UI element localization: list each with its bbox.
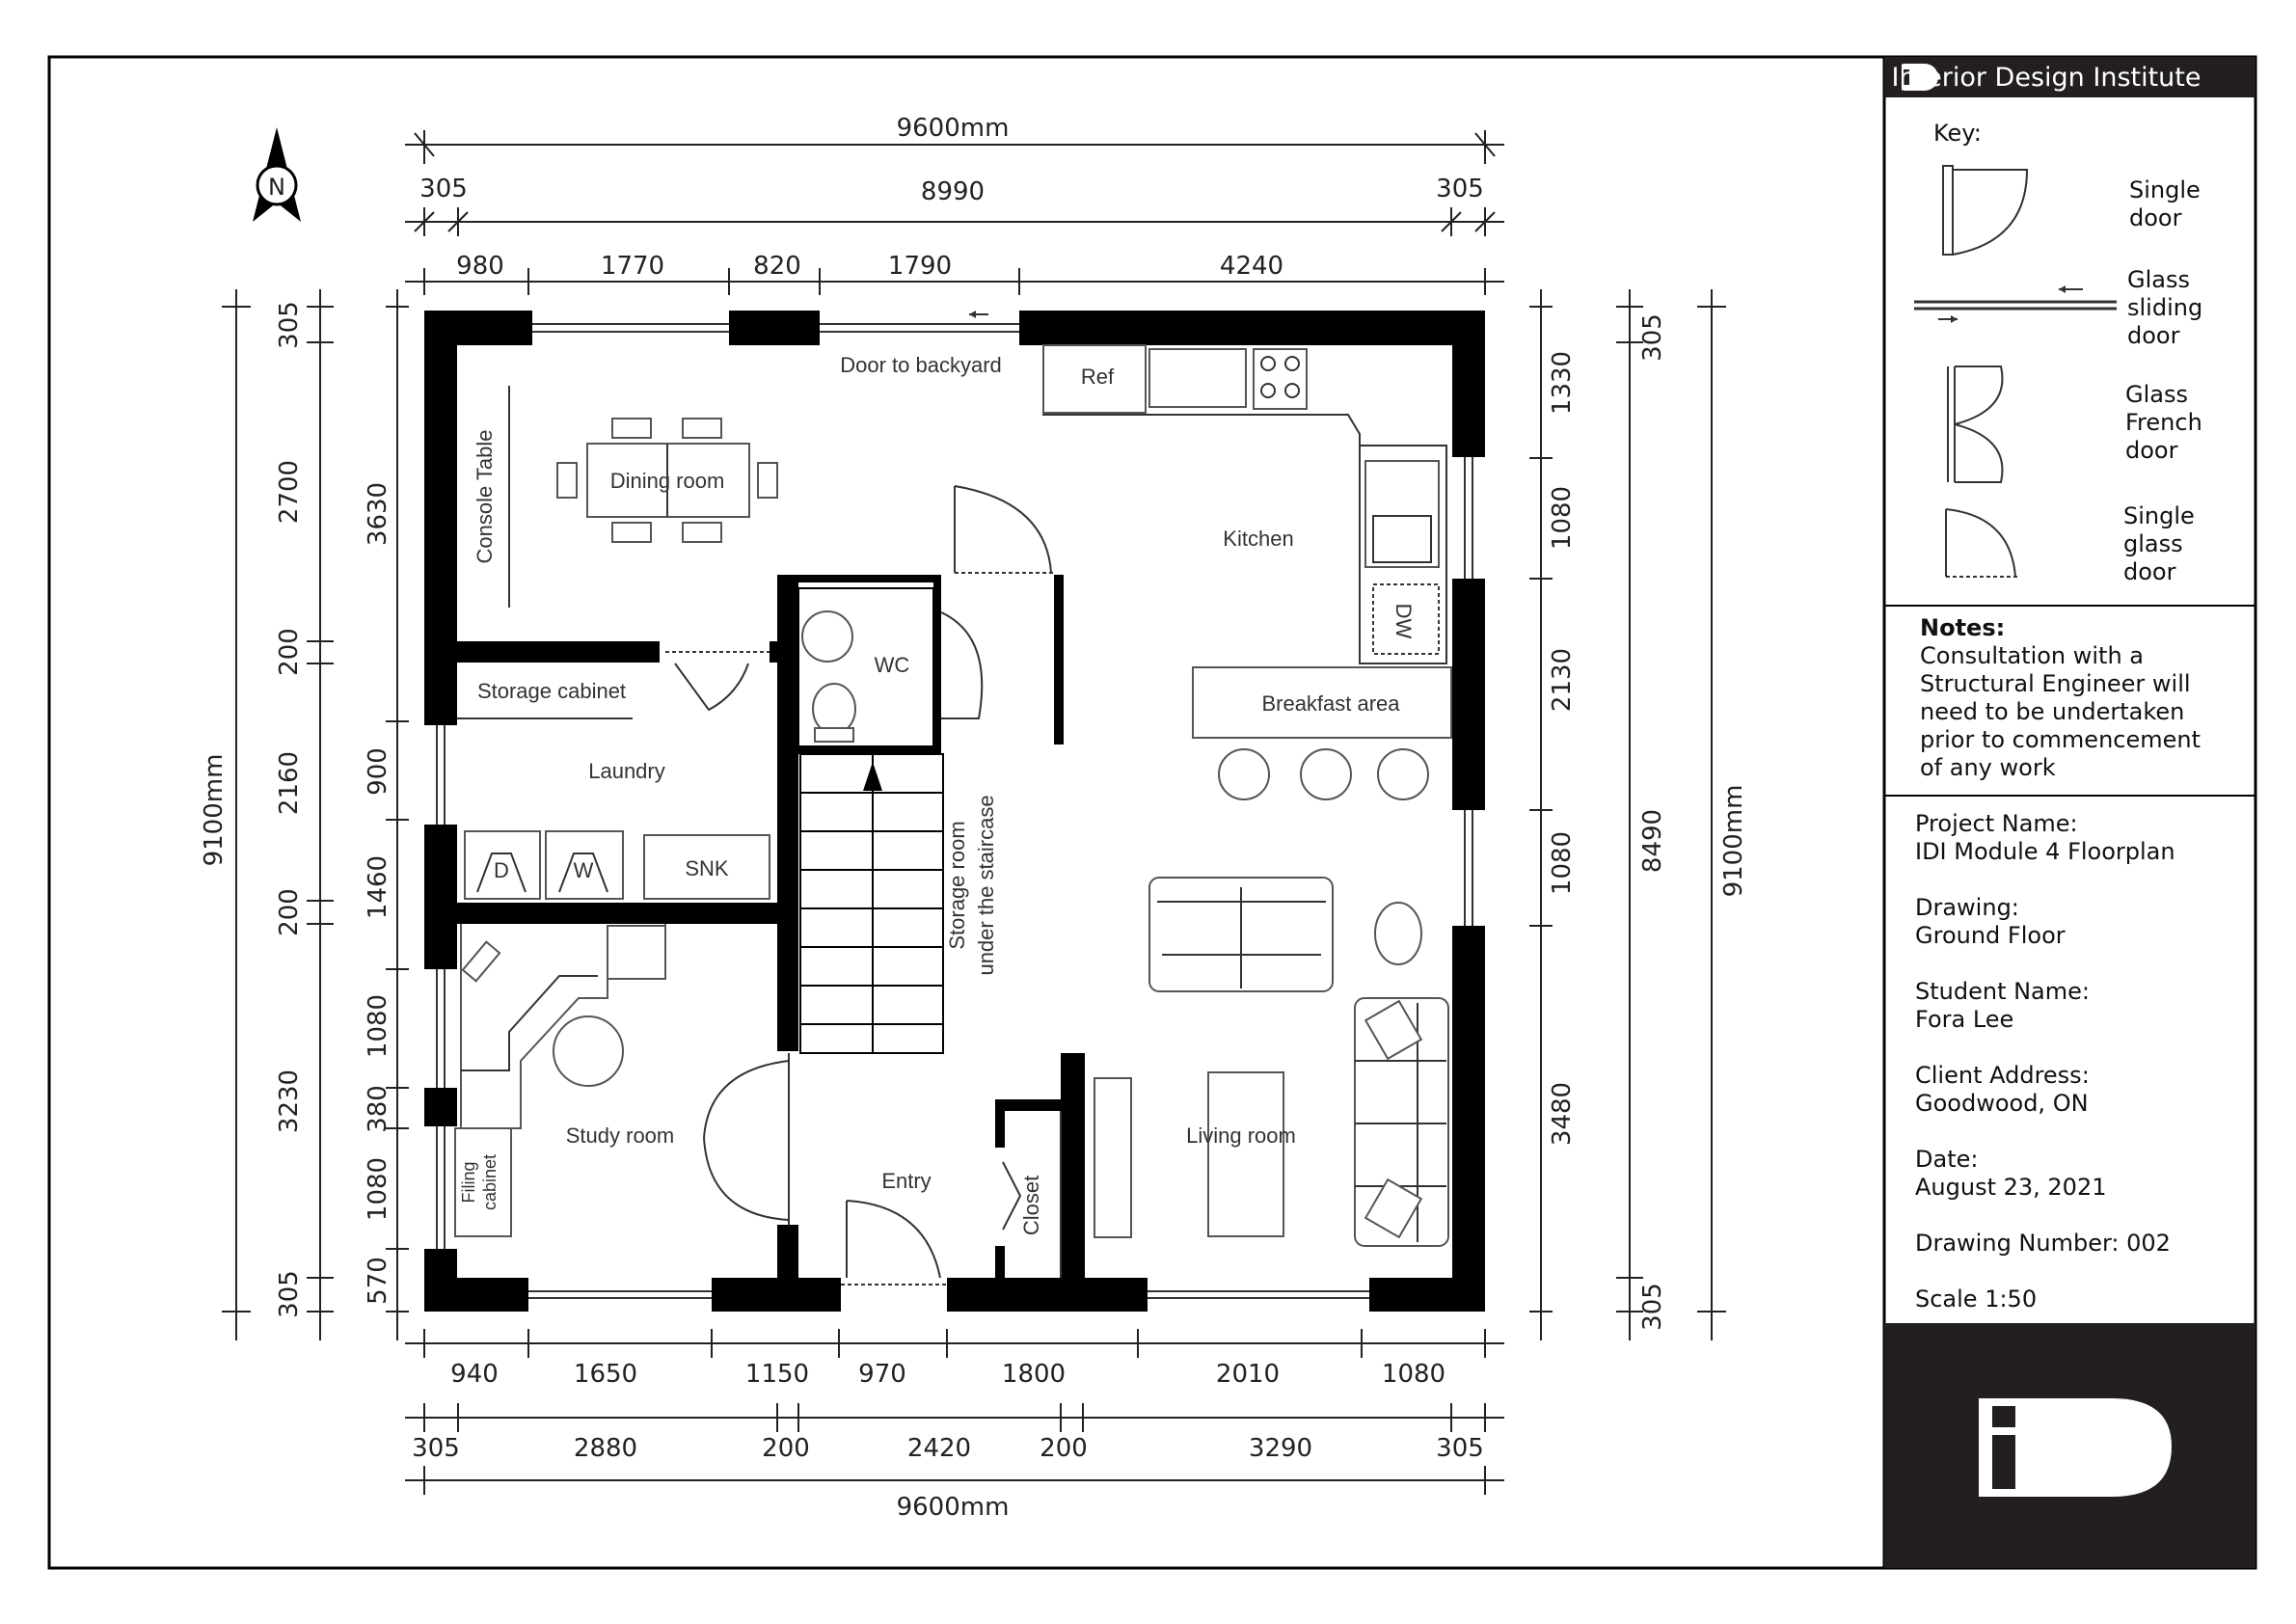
institute-name: Interior Design Institute — [1891, 63, 2201, 93]
dryer-label: D — [494, 858, 509, 882]
dim-bottom-row2: 2880 — [573, 1434, 638, 1463]
dim-bottom-seg: 940 — [450, 1360, 499, 1389]
date-label: Date: — [1915, 1146, 1979, 1173]
key-item-text: Single — [2129, 176, 2201, 203]
date-value: August 23, 2021 — [1915, 1174, 2107, 1201]
notes-line: of any work — [1920, 754, 2056, 781]
filing-cabinet-sublabel: cabinet — [480, 1153, 500, 1211]
dim-bottom-row2: 2420 — [906, 1434, 972, 1463]
dim-top-seg: 1770 — [600, 252, 665, 281]
dim-bottom-seg: 1150 — [744, 1360, 810, 1389]
client-address-label: Client Address: — [1915, 1062, 2090, 1089]
dim-right-total: 9100mm — [1719, 784, 1748, 898]
dim-bottom-seg: 1800 — [1001, 1360, 1067, 1389]
dim-left-row3: 380 — [364, 1085, 392, 1133]
entry-label: Entry — [881, 1169, 932, 1193]
key-item-text: sliding — [2127, 294, 2203, 321]
dw-label: DW — [1391, 603, 1416, 639]
kitchen-label: Kitchen — [1223, 527, 1294, 551]
dim-bottom-row2: 305 — [1436, 1434, 1484, 1463]
washer-label: W — [573, 858, 594, 882]
console-table-label: Console Table — [473, 429, 497, 564]
dim-top-seg: 4240 — [1219, 252, 1284, 281]
dim-right-row2: 8490 — [1638, 808, 1667, 874]
walls — [424, 311, 1485, 1312]
breakfast-area-label: Breakfast area — [1261, 691, 1400, 716]
project-name: IDI Module 4 Floorplan — [1915, 838, 2175, 865]
dim-bottom-seg: 1650 — [573, 1360, 638, 1389]
dim-right-row1: 1080 — [1548, 485, 1577, 551]
dim-bottom-seg: 1080 — [1381, 1360, 1446, 1389]
dim-left-row3: 1080 — [364, 1156, 392, 1222]
north-arrow — [253, 127, 301, 222]
dim-top-wall-left: 305 — [419, 175, 468, 203]
dim-top-total: 9600mm — [896, 114, 1010, 143]
entry-door — [841, 1201, 947, 1285]
key-item-text: French — [2125, 409, 2202, 436]
dim-top-seg: 980 — [456, 252, 504, 281]
dim-bottom-row2: 3290 — [1248, 1434, 1313, 1463]
door-to-backyard-label: Door to backyard — [840, 353, 1002, 377]
dim-left-row3: 1460 — [364, 854, 392, 920]
client-address: Goodwood, ON — [1915, 1090, 2089, 1117]
notes-line: prior to commencement — [1920, 726, 2201, 753]
key-item-text: glass — [2123, 530, 2183, 557]
notes-line: need to be undertaken — [1920, 698, 2185, 725]
drawing-label: Drawing: — [1915, 894, 2019, 921]
living-room-label: Living room — [1186, 1123, 1296, 1148]
notes-label: Notes: — [1920, 614, 2006, 641]
dim-top-wall-right: 305 — [1436, 175, 1484, 203]
dining-room-label: Dining room — [609, 469, 725, 493]
staircase — [800, 754, 943, 1053]
dim-bottom-seg: 2010 — [1215, 1360, 1281, 1389]
dim-right-row1: 1080 — [1548, 830, 1577, 896]
dim-right-row1: 1330 — [1548, 350, 1577, 416]
study-room-label: Study room — [565, 1123, 675, 1148]
student-name: Fora Lee — [1915, 1006, 2014, 1033]
ref-label: Ref — [1080, 365, 1115, 389]
hall-door — [955, 486, 1056, 573]
dim-bottom-seg: 970 — [858, 1360, 906, 1389]
dim-left-row3: 1080 — [364, 993, 392, 1059]
breakfast-bar — [1193, 667, 1451, 799]
key-item-text: door — [2125, 437, 2178, 464]
scale: Scale 1:50 — [1915, 1286, 2038, 1313]
dim-left-row2: 2700 — [275, 459, 304, 525]
filing-cabinet-label: Filing — [459, 1161, 478, 1204]
dim-top-seg: 820 — [753, 252, 801, 281]
dim-left-row2: 305 — [275, 1270, 304, 1318]
dim-left-row3: 3630 — [364, 481, 392, 547]
sink-label: SNK — [685, 856, 729, 880]
dim-left-row2: 200 — [275, 628, 304, 676]
drawing-number: Drawing Number: 002 — [1915, 1230, 2171, 1257]
key-item-text: door — [2129, 204, 2182, 231]
notes-line: Structural Engineer will — [1920, 670, 2191, 697]
glass-french-door-icon — [1948, 366, 2002, 482]
dim-left-row2: 2160 — [275, 750, 304, 816]
storage-cabinet-label: Storage cabinet — [476, 679, 627, 703]
dim-bottom-row2: 200 — [762, 1434, 810, 1463]
closet-label: Closet — [1019, 1175, 1043, 1236]
storage-room-sublabel: under the staircase — [974, 795, 998, 976]
dim-left-row3: 570 — [364, 1257, 392, 1305]
dim-right-row2: 305 — [1638, 1283, 1667, 1331]
backyard-sliding-door — [820, 311, 1019, 332]
single-glass-door-icon — [1946, 509, 2020, 577]
dim-right-row1: 3480 — [1548, 1081, 1577, 1147]
dim-left-row2: 3230 — [275, 1069, 304, 1134]
project-name-label: Project Name: — [1915, 810, 2078, 837]
dim-left-row3: 900 — [364, 747, 392, 796]
kitchen-counters — [1043, 345, 1446, 663]
dim-left-total: 9100mm — [200, 753, 229, 867]
dim-bottom-row2: 305 — [412, 1434, 460, 1463]
key-item-text: Glass — [2125, 381, 2188, 408]
key-label: Key: — [1933, 120, 1982, 147]
drawing-name: Ground Floor — [1915, 922, 2066, 949]
dim-right-row2: 305 — [1638, 313, 1667, 362]
north-label: N — [268, 174, 285, 201]
dim-top-seg: 1790 — [887, 252, 953, 281]
dim-right-row1: 2130 — [1548, 647, 1577, 713]
dim-top-inner: 8990 — [920, 177, 986, 206]
dim-left-row2: 200 — [275, 888, 304, 936]
student-name-label: Student Name: — [1915, 978, 2090, 1005]
dim-left-row2: 305 — [275, 301, 304, 349]
storage-room-label: Storage room — [945, 821, 969, 950]
notes-line: Consultation with a — [1920, 642, 2145, 669]
laundry-door — [665, 652, 770, 710]
key-item-text: Single — [2123, 502, 2195, 529]
study-french-door — [704, 1053, 789, 1225]
living-furniture — [1094, 878, 1448, 1246]
dim-bottom-row2: 200 — [1040, 1434, 1088, 1463]
dim-bottom-total: 9600mm — [896, 1493, 1010, 1522]
glass-sliding-door-icon — [1914, 285, 2117, 323]
single-door-icon — [1943, 166, 2027, 255]
laundry-label: Laundry — [588, 759, 665, 783]
institute-logo-large — [1979, 1398, 2172, 1497]
key-item-text: Glass — [2127, 266, 2190, 293]
key-item-text: door — [2127, 322, 2180, 349]
wc-label: WC — [874, 653, 910, 677]
key-item-text: door — [2123, 558, 2176, 585]
